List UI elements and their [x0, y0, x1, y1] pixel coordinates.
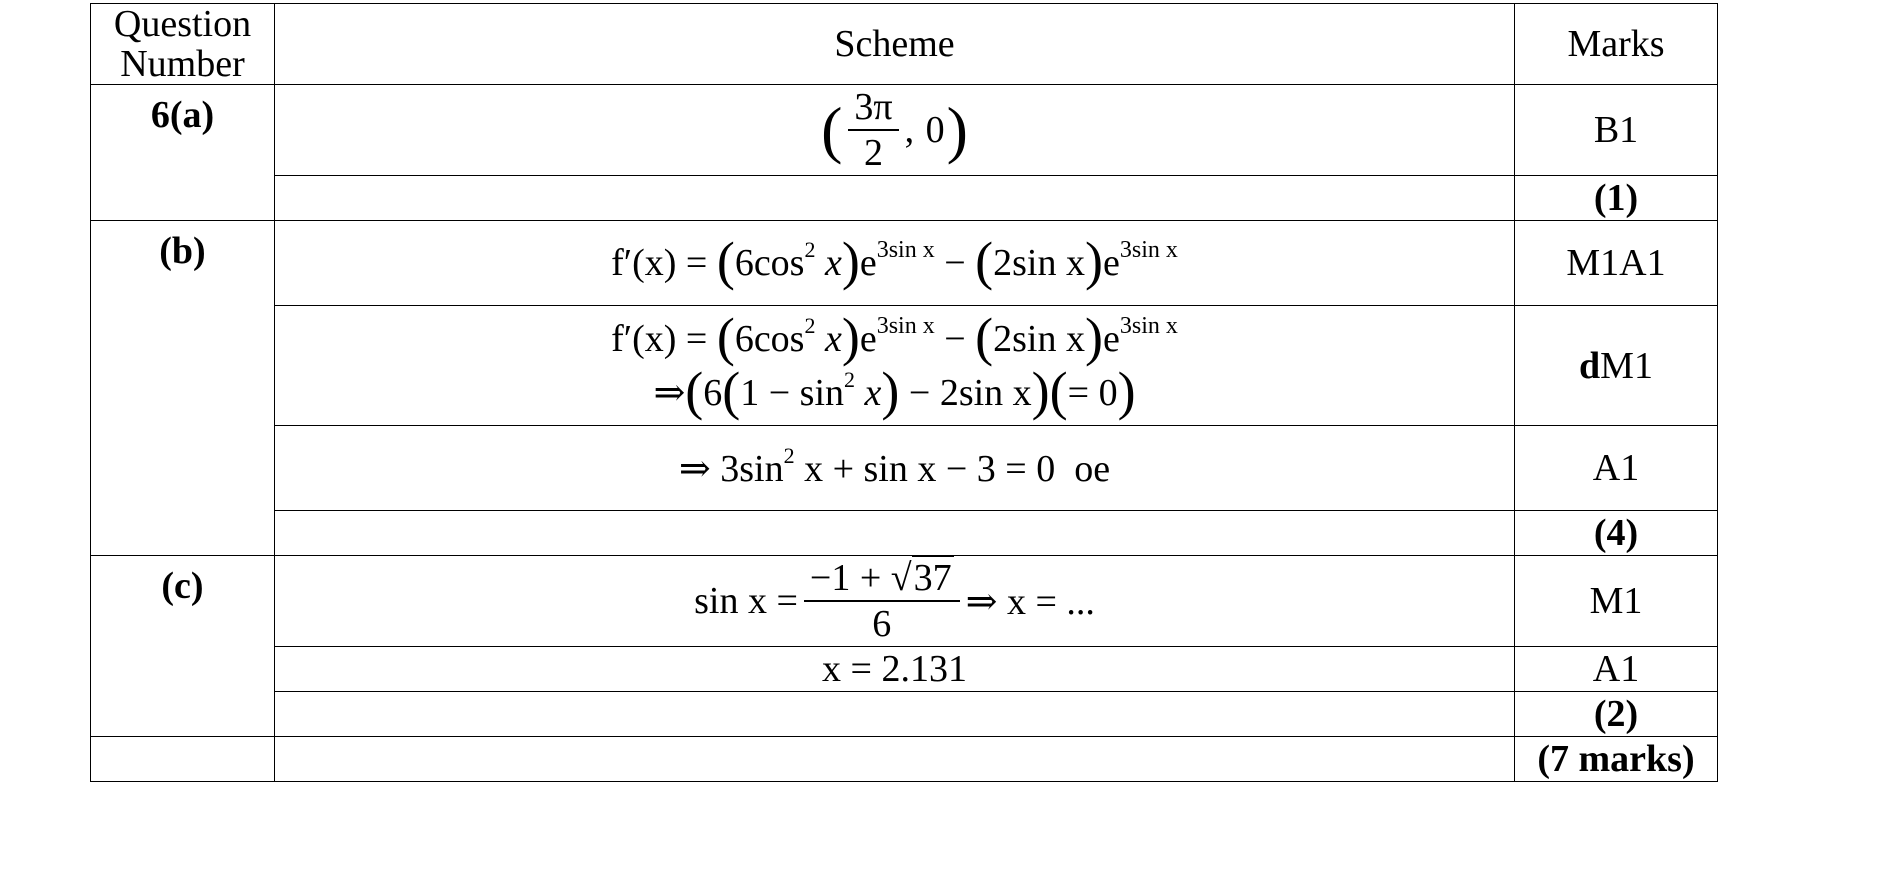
scheme-b-3: ⇒ $3\sin^2$ x + sin x − 3 = 0 oe: [275, 426, 1515, 511]
header-scheme: Scheme: [275, 4, 1515, 85]
fraction-a-num: 3π: [848, 85, 898, 131]
question-label-c: (c): [91, 556, 275, 737]
header-row: [91, 4, 1718, 85]
mark-a: B1: [1515, 85, 1718, 176]
mark-c-2: A1: [1515, 647, 1718, 692]
header-question-number: [91, 4, 275, 85]
mark-b-2: dM1: [1515, 306, 1718, 426]
scheme-c-1: sin x = $\frac{-1 + √37}{6}$ ⇒ x = ...: [275, 556, 1515, 647]
scheme-b-1: $f'(x) = (6\cos^2$ $x)e^{3sin x} - (2\sin$ $x)e^{3sin x}$: [275, 221, 1515, 306]
mark-b-1: M1A1: [1515, 221, 1718, 306]
scheme-c-2: x = 2.131: [275, 647, 1515, 692]
grand-total: (7 marks): [1515, 737, 1718, 782]
row-b-1: [91, 221, 1718, 306]
header-question-line2: Number: [120, 43, 245, 85]
header-marks: Marks: [1515, 4, 1718, 85]
scheme-b-2: $f'(x) = (6\cos^2$ $x)e^{3sin x} - (2\sin$ $x)e^{3sin x}$ ⇒(6(1 − $\sin^2 x) - 2\sin$ x)(= 0): [275, 306, 1515, 426]
question-label-a: 6(a): [91, 85, 275, 221]
header-question-line1: Question: [113, 3, 252, 45]
fraction-a: [848, 85, 898, 175]
scheme-a-rest: 0: [925, 109, 945, 151]
row-c-total: [91, 692, 1718, 737]
question-label-b: (b): [91, 221, 275, 556]
mark-b-3: A1: [1515, 426, 1718, 511]
total-b: (4): [1515, 511, 1718, 556]
row-b-3: [91, 426, 1718, 511]
row-a-1: [91, 85, 1718, 176]
scheme-a: ( $\frac{3\pi}{2}$ , 0 ): [275, 85, 1515, 176]
mark-c-1: M1: [1515, 556, 1718, 647]
total-c: (2): [1515, 692, 1718, 737]
mark-scheme-table: [90, 3, 1718, 782]
row-b-total: [91, 511, 1718, 556]
total-a: (1): [1515, 176, 1718, 221]
row-a-total: [91, 176, 1718, 221]
fraction-c: $\frac{-1 + √37}{6}$: [804, 556, 960, 646]
fraction-a-den: 2: [864, 132, 883, 174]
row-c-2: [91, 647, 1718, 692]
row-grand-total: [91, 737, 1718, 782]
row-b-2: [91, 306, 1718, 426]
row-c-1: [91, 556, 1718, 647]
